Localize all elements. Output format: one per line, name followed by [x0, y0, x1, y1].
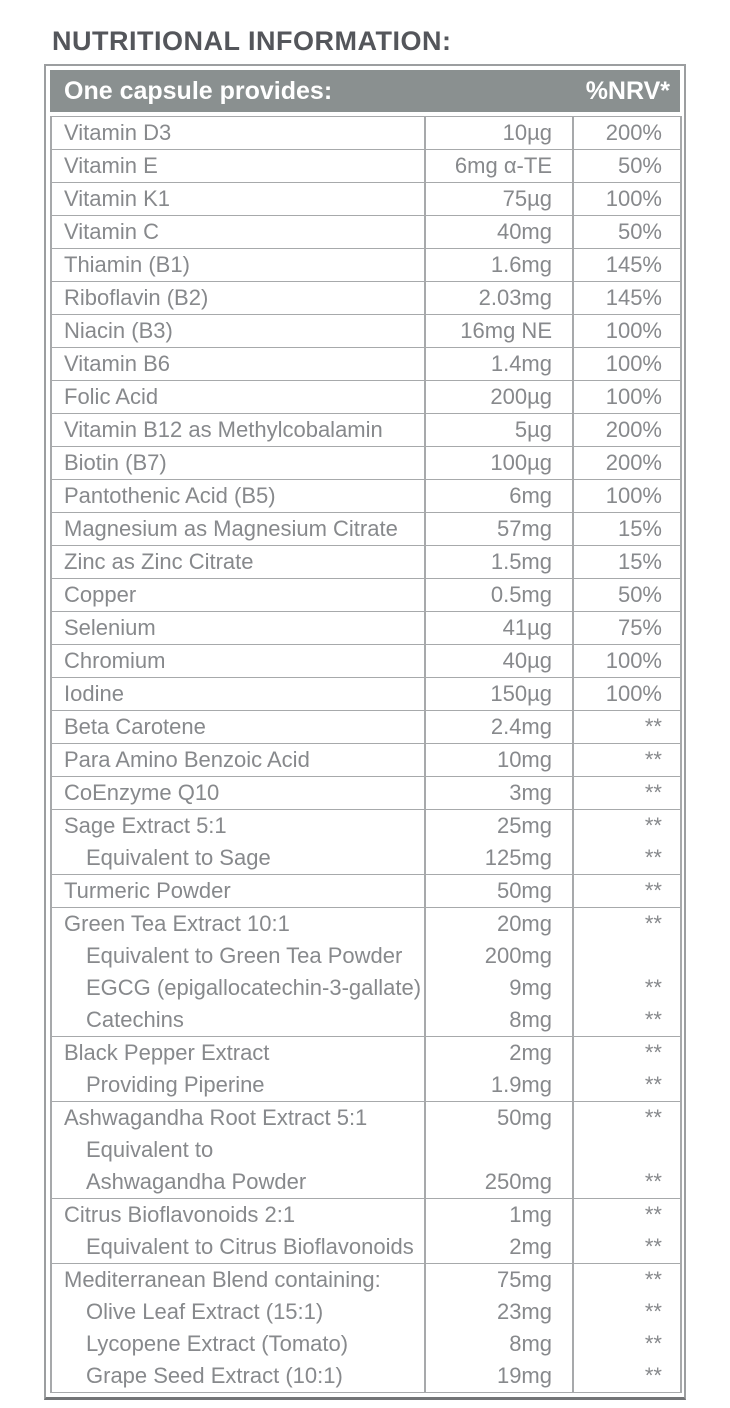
- cell-amount: [425, 447, 573, 480]
- nutrient-nrv: **: [644, 1072, 662, 1097]
- table-row: [51, 711, 681, 744]
- nutrient-name: Turmeric Powder: [64, 878, 231, 903]
- nutrient-name: Pantothenic Acid (B5): [64, 483, 276, 508]
- cell-name: [51, 414, 425, 447]
- cell-name: [51, 612, 425, 645]
- cell-name: [51, 1037, 425, 1102]
- cell-name: [51, 744, 425, 777]
- cell-amount: [425, 810, 573, 875]
- nutrient-name: Ashwagandha Powder: [86, 1169, 307, 1194]
- nutrient-name: Equivalent to: [86, 1137, 214, 1162]
- cell-nrv: [573, 513, 681, 546]
- cell-nrv: [573, 117, 681, 150]
- cell-name: [51, 711, 425, 744]
- nutrient-amount: 40mg: [496, 219, 552, 244]
- nutrient-nrv: 145%: [605, 252, 662, 277]
- table-header-bar: [50, 70, 680, 112]
- nutrient-name: Olive Leaf Extract (15:1): [86, 1299, 324, 1324]
- cell-name: [51, 150, 425, 183]
- nutrient-name: Iodine: [64, 681, 124, 706]
- cell-amount: [425, 777, 573, 810]
- cell-nrv: [573, 546, 681, 579]
- nutrient-name: Folic Acid: [64, 384, 159, 409]
- cell-nrv: [573, 744, 681, 777]
- nutrient-nrv: 100%: [605, 351, 662, 376]
- table-row: [51, 875, 681, 908]
- nutrient-amount: 200µg: [490, 384, 552, 409]
- nutrient-nrv: **: [644, 1299, 662, 1324]
- cell-amount: [425, 1102, 573, 1199]
- nutrient-nrv: **: [644, 1234, 662, 1259]
- cell-name: [51, 1199, 425, 1264]
- nutrient-amount: 5µg: [514, 417, 552, 442]
- cell-name: [51, 216, 425, 249]
- cell-amount: [425, 150, 573, 183]
- nutrient-amount: 2mg: [509, 1040, 552, 1065]
- cell-nrv: [573, 1102, 681, 1199]
- table-header-nrv-label: %NRV*: [585, 76, 670, 105]
- nutrient-nrv: **: [644, 845, 662, 870]
- nutrient-nrv: **: [644, 1267, 662, 1292]
- cell-nrv: [573, 249, 681, 282]
- nutrient-nrv: 100%: [605, 681, 662, 706]
- nutrient-name: Riboflavin (B2): [64, 285, 209, 310]
- cell-amount: [425, 875, 573, 908]
- nutrient-name: Vitamin D3: [64, 120, 172, 145]
- nutrient-nrv: 200%: [605, 417, 662, 442]
- table-row: [51, 414, 681, 447]
- nutrient-name: Lycopene Extract (Tomato): [86, 1331, 349, 1356]
- cell-amount: [425, 579, 573, 612]
- nutrient-nrv: **: [644, 1007, 662, 1032]
- nutrient-amount: 1.4mg: [490, 351, 552, 376]
- nutrition-grid: [50, 116, 682, 1393]
- cell-amount: [425, 315, 573, 348]
- table-row: [51, 150, 681, 183]
- page-title: NUTRITIONAL INFORMATION:: [52, 26, 452, 56]
- cell-amount: [425, 1264, 573, 1393]
- nutrient-amount: 10mg: [496, 747, 552, 772]
- nutrient-nrv: 100%: [605, 384, 662, 409]
- cell-amount: [425, 249, 573, 282]
- nutrient-nrv: 100%: [605, 186, 662, 211]
- table-header-left-label: One capsule provides:: [64, 76, 333, 105]
- cell-nrv: [573, 150, 681, 183]
- table-row: [51, 579, 681, 612]
- nutrient-name: Citrus Bioflavonoids 2:1: [64, 1202, 296, 1227]
- nutrient-name: Vitamin B6: [64, 351, 170, 376]
- cell-name: [51, 315, 425, 348]
- cell-name: [51, 908, 425, 1037]
- nutrient-amount: 6mg α-TE: [454, 153, 552, 178]
- nutrient-amount: 40µg: [502, 648, 552, 673]
- nutrient-name: Vitamin K1: [64, 186, 170, 211]
- nutrient-nrv: 15%: [617, 549, 662, 574]
- nutrient-name: Para Amino Benzoic Acid: [64, 747, 310, 772]
- nutrient-name: Magnesium as Magnesium Citrate: [64, 516, 398, 541]
- nutrient-nrv: **: [644, 975, 662, 1000]
- nutrient-nrv: [574, 940, 680, 972]
- nutrition-table: [44, 64, 686, 1400]
- table-row: [51, 381, 681, 414]
- cell-amount: [425, 282, 573, 315]
- cell-amount: [425, 348, 573, 381]
- nutrient-amount: 19mg: [496, 1363, 552, 1388]
- table-row: [51, 645, 681, 678]
- nutrient-amount: 3mg: [509, 780, 552, 805]
- nutrient-name: Sage Extract 5:1: [64, 813, 227, 838]
- nutrient-name: Grape Seed Extract (10:1): [86, 1363, 343, 1388]
- nutrient-name: Selenium: [64, 615, 156, 640]
- cell-amount: [425, 117, 573, 150]
- nutrient-nrv: 200%: [605, 450, 662, 475]
- cell-nrv: [573, 908, 681, 1037]
- table-row: [51, 282, 681, 315]
- nutrient-name: Ashwagandha Root Extract 5:1: [64, 1105, 368, 1130]
- cell-amount: [425, 546, 573, 579]
- cell-name: [51, 1264, 425, 1393]
- nutrient-name: Vitamin E: [64, 153, 158, 178]
- cell-name: [51, 480, 425, 513]
- cell-nrv: [573, 645, 681, 678]
- nutrient-name: Niacin (B3): [64, 318, 173, 343]
- nutrient-amount: 50mg: [496, 1105, 552, 1130]
- nutrient-nrv: **: [644, 1363, 662, 1388]
- table-row: [51, 1102, 681, 1199]
- nutrient-nrv: 50%: [617, 219, 662, 244]
- table-row: [51, 546, 681, 579]
- nutrition-table-body: [51, 117, 681, 1393]
- cell-name: [51, 810, 425, 875]
- table-row: [51, 1037, 681, 1102]
- nutrient-nrv: **: [644, 1105, 662, 1130]
- cell-name: [51, 875, 425, 908]
- nutrient-amount: 6mg: [509, 483, 552, 508]
- cell-nrv: [573, 282, 681, 315]
- nutrient-amount: 100µg: [490, 450, 552, 475]
- nutrient-nrv: 15%: [617, 516, 662, 541]
- table-row: [51, 908, 681, 1037]
- table-row: [51, 447, 681, 480]
- nutrient-amount: 23mg: [496, 1299, 552, 1324]
- nutrient-nrv: **: [644, 1040, 662, 1065]
- nutrient-name: CoEnzyme Q10: [64, 780, 220, 805]
- nutrient-name: Vitamin C: [64, 219, 159, 244]
- cell-nrv: [573, 1199, 681, 1264]
- nutrient-amount: [426, 1134, 572, 1166]
- nutrient-amount: 250mg: [484, 1169, 552, 1194]
- cell-amount: [425, 1037, 573, 1102]
- nutrient-amount: 9mg: [509, 975, 552, 1000]
- cell-amount: [425, 513, 573, 546]
- table-row: [51, 348, 681, 381]
- nutrient-amount: 25mg: [496, 813, 552, 838]
- cell-amount: [425, 183, 573, 216]
- nutrient-amount: 20mg: [496, 911, 552, 936]
- nutrient-amount: 57mg: [496, 516, 552, 541]
- nutrient-amount: 50mg: [496, 878, 552, 903]
- cell-name: [51, 249, 425, 282]
- cell-nrv: [573, 579, 681, 612]
- nutrient-name: Equivalent to Citrus Bioflavonoids: [86, 1234, 414, 1259]
- cell-name: [51, 678, 425, 711]
- nutrient-name: Biotin (B7): [64, 450, 167, 475]
- nutrient-amount: 200mg: [484, 943, 552, 968]
- nutrient-amount: 2.03mg: [478, 285, 552, 310]
- nutrient-amount: 125mg: [484, 845, 552, 870]
- nutrient-amount: 10µg: [502, 120, 552, 145]
- cell-nrv: [573, 777, 681, 810]
- cell-name: [51, 117, 425, 150]
- nutrient-amount: 75µg: [502, 186, 552, 211]
- nutrient-name: Catechins: [86, 1007, 184, 1032]
- cell-amount: [425, 612, 573, 645]
- nutrient-nrv: 100%: [605, 483, 662, 508]
- nutrient-amount: 2.4mg: [490, 714, 552, 739]
- cell-amount: [425, 1199, 573, 1264]
- cell-amount: [425, 381, 573, 414]
- table-row: [51, 612, 681, 645]
- cell-name: [51, 183, 425, 216]
- cell-nrv: [573, 810, 681, 875]
- cell-amount: [425, 744, 573, 777]
- nutrient-nrv: **: [644, 780, 662, 805]
- nutrient-amount: 150µg: [490, 681, 552, 706]
- nutrient-nrv: 50%: [617, 153, 662, 178]
- nutrient-name: Equivalent to Green Tea Powder: [86, 943, 403, 968]
- nutrient-nrv: 200%: [605, 120, 662, 145]
- cell-name: [51, 645, 425, 678]
- nutrient-name: Black Pepper Extract: [64, 1040, 270, 1065]
- nutrient-nrv: 50%: [617, 582, 662, 607]
- nutrient-name: Zinc as Zinc Citrate: [64, 549, 254, 574]
- cell-name: [51, 579, 425, 612]
- nutrient-nrv: **: [644, 911, 662, 936]
- nutrient-name: Vitamin B12 as Methylcobalamin: [64, 417, 383, 442]
- nutrient-amount: 1.6mg: [490, 252, 552, 277]
- nutrient-nrv: [574, 1134, 680, 1166]
- nutrient-name: Beta Carotene: [64, 714, 206, 739]
- cell-nrv: [573, 447, 681, 480]
- table-row: [51, 480, 681, 513]
- nutrient-amount: 2mg: [509, 1234, 552, 1259]
- table-row: [51, 315, 681, 348]
- cell-nrv: [573, 1037, 681, 1102]
- table-row: [51, 744, 681, 777]
- cell-amount: [425, 908, 573, 1037]
- table-row: [51, 1264, 681, 1393]
- nutrient-name: Green Tea Extract 10:1: [64, 911, 290, 936]
- table-row: [51, 216, 681, 249]
- table-row: [51, 777, 681, 810]
- cell-nrv: [573, 711, 681, 744]
- table-row: [51, 810, 681, 875]
- cell-name: [51, 381, 425, 414]
- cell-nrv: [573, 183, 681, 216]
- nutrient-nrv: 75%: [617, 615, 662, 640]
- nutrient-amount: 8mg: [509, 1331, 552, 1356]
- cell-nrv: [573, 414, 681, 447]
- cell-nrv: [573, 315, 681, 348]
- nutrient-nrv: **: [644, 747, 662, 772]
- cell-nrv: [573, 875, 681, 908]
- cell-amount: [425, 480, 573, 513]
- nutrient-amount: 41µg: [502, 615, 552, 640]
- nutrient-name: Equivalent to Sage: [86, 845, 271, 870]
- nutrient-amount: 1mg: [509, 1202, 552, 1227]
- cell-nrv: [573, 381, 681, 414]
- nutrient-amount: 1.5mg: [490, 549, 552, 574]
- table-row: [51, 249, 681, 282]
- nutrient-nrv: **: [644, 1169, 662, 1194]
- cell-name: [51, 513, 425, 546]
- nutrient-name: EGCG (epigallocatechin-3-gallate): [86, 975, 422, 1000]
- nutrient-nrv: **: [644, 714, 662, 739]
- cell-amount: [425, 711, 573, 744]
- cell-nrv: [573, 678, 681, 711]
- table-row: [51, 183, 681, 216]
- cell-amount: [425, 216, 573, 249]
- table-row: [51, 678, 681, 711]
- cell-nrv: [573, 480, 681, 513]
- cell-name: [51, 1102, 425, 1199]
- cell-amount: [425, 414, 573, 447]
- nutrient-amount: 0.5mg: [490, 582, 552, 607]
- cell-amount: [425, 678, 573, 711]
- nutrient-name: Thiamin (B1): [64, 252, 190, 277]
- cell-amount: [425, 645, 573, 678]
- nutrient-nrv: **: [644, 813, 662, 838]
- nutrient-name: Mediterranean Blend containing:: [64, 1267, 381, 1292]
- cell-name: [51, 777, 425, 810]
- table-row: [51, 117, 681, 150]
- table-row: [51, 513, 681, 546]
- nutrient-amount: 1.9mg: [490, 1072, 552, 1097]
- nutrient-amount: 16mg NE: [460, 318, 552, 343]
- cell-nrv: [573, 612, 681, 645]
- cell-nrv: [573, 1264, 681, 1393]
- nutrient-name: Providing Piperine: [86, 1072, 265, 1097]
- nutrient-amount: 8mg: [509, 1007, 552, 1032]
- nutrient-nrv: 100%: [605, 648, 662, 673]
- nutrient-nrv: **: [644, 1202, 662, 1227]
- table-row: [51, 1199, 681, 1264]
- cell-name: [51, 348, 425, 381]
- cell-name: [51, 282, 425, 315]
- nutrient-nrv: 145%: [605, 285, 662, 310]
- cell-nrv: [573, 216, 681, 249]
- nutrient-name: Copper: [64, 582, 137, 607]
- cell-nrv: [573, 348, 681, 381]
- cell-name: [51, 546, 425, 579]
- nutrient-nrv: **: [644, 1331, 662, 1356]
- nutrient-nrv: 100%: [605, 318, 662, 343]
- cell-name: [51, 447, 425, 480]
- nutrient-nrv: **: [644, 878, 662, 903]
- nutrient-amount: 75mg: [496, 1267, 552, 1292]
- nutrient-name: Chromium: [64, 648, 166, 673]
